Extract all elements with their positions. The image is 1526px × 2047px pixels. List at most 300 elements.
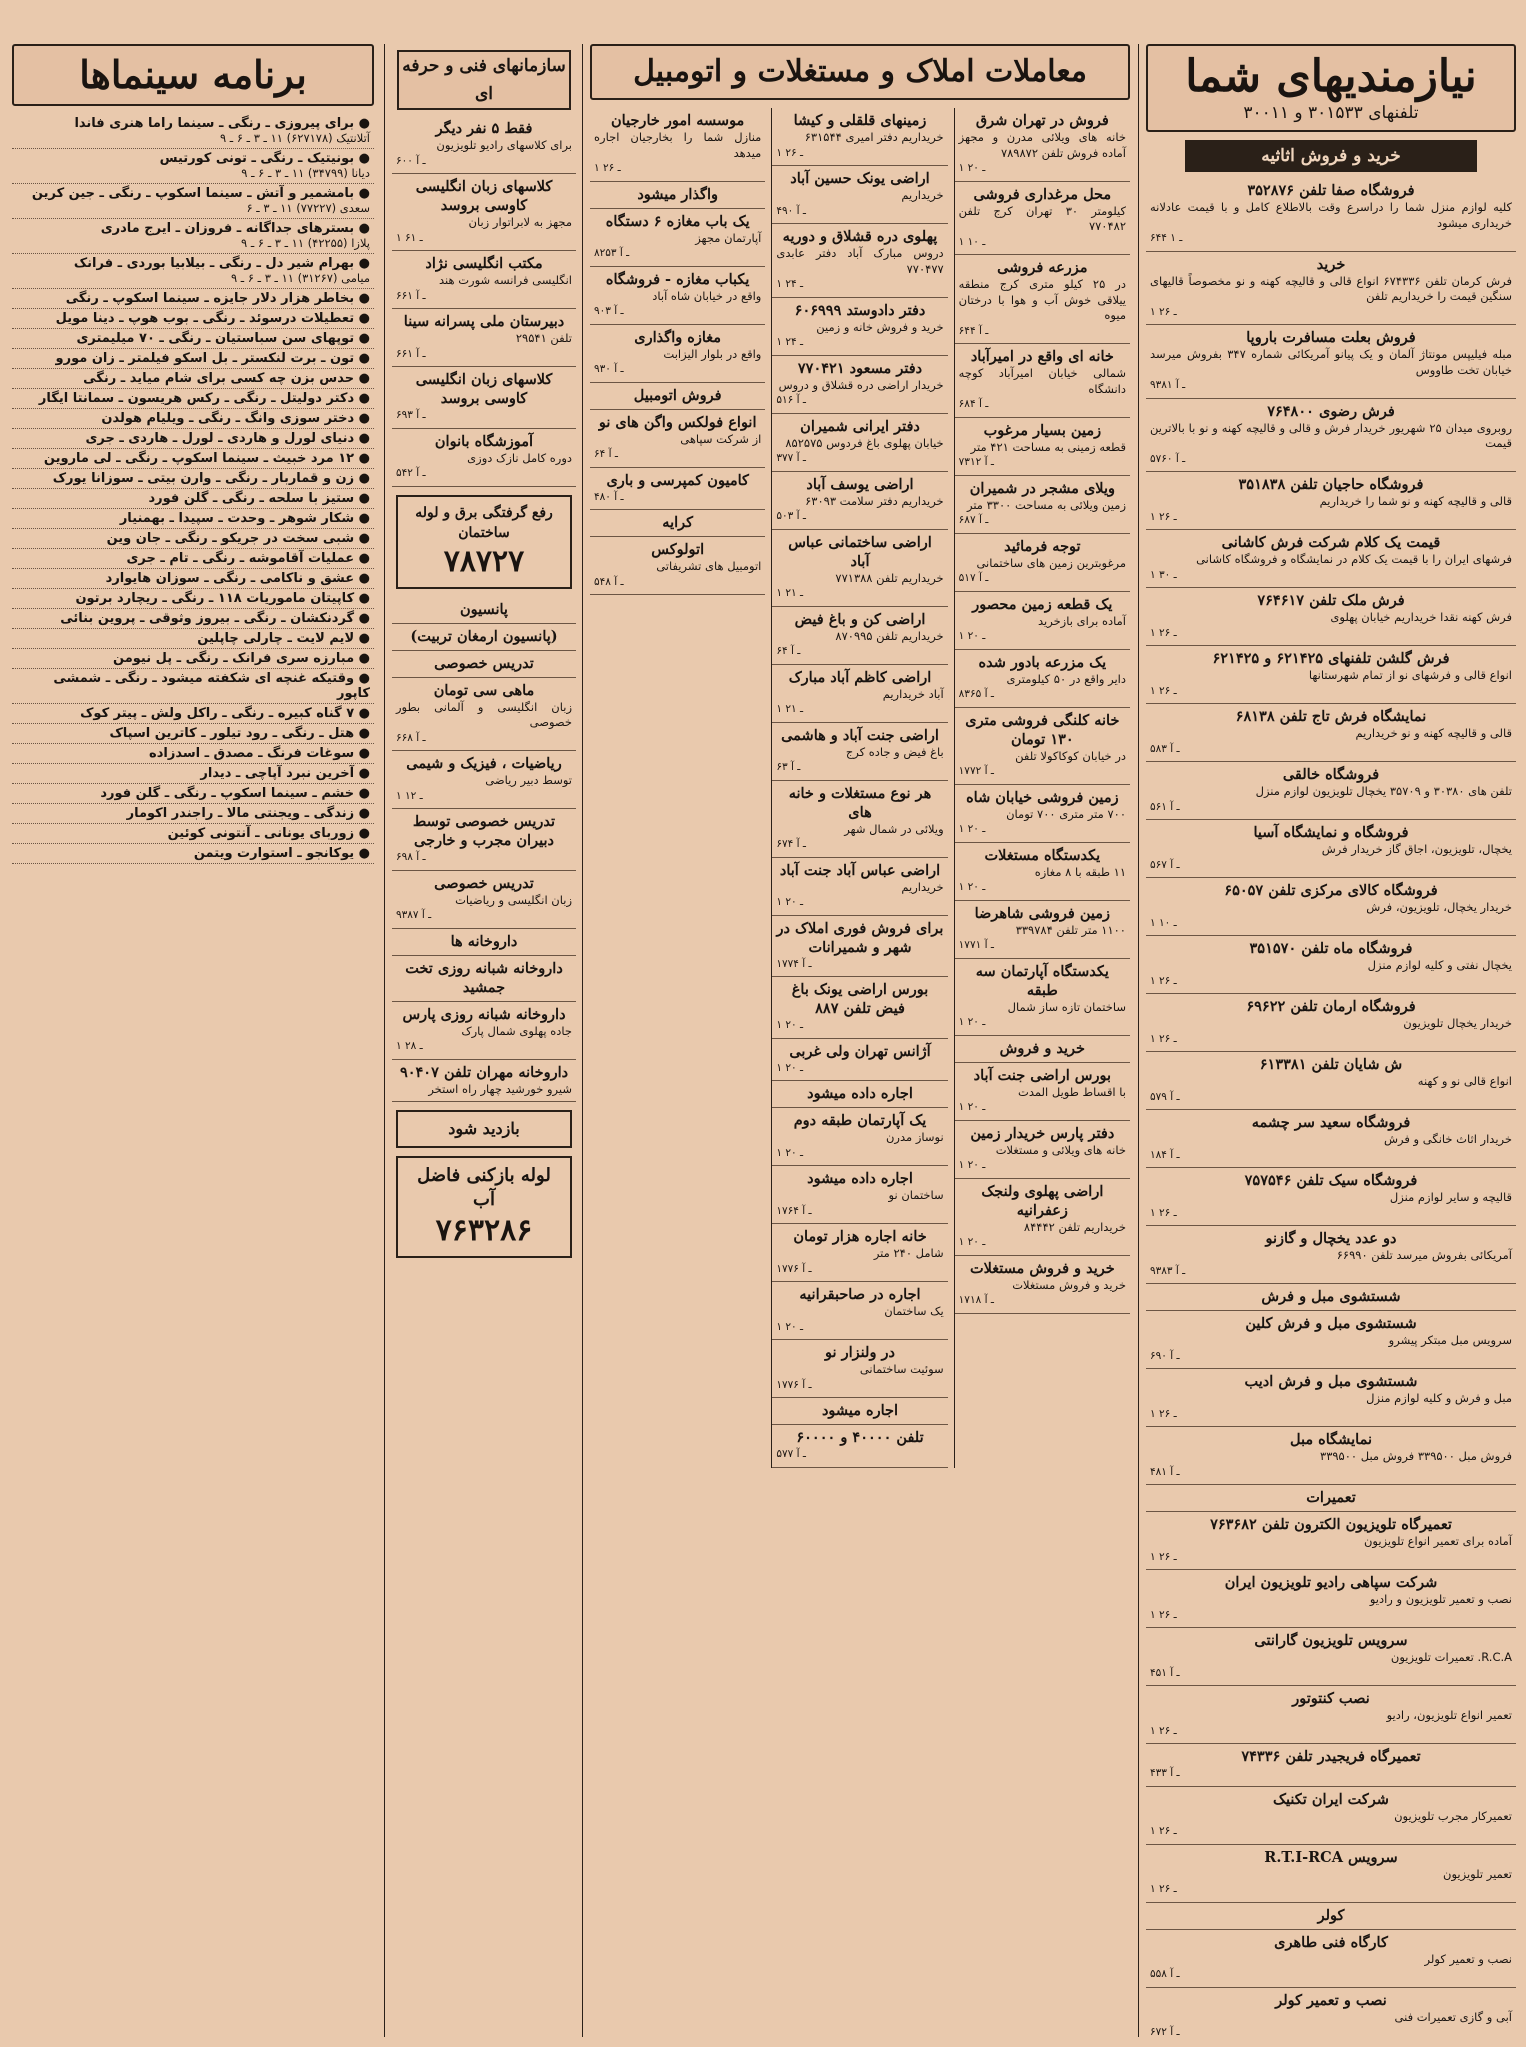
classified-ad	[955, 418, 1130, 476]
classified-ad	[772, 356, 947, 414]
ad-body: R.C.A. تعمیرات تلویزیون	[1390, 1650, 1512, 1664]
film-title: ● دکتر دولیتل ـ رنگی ـ رکس هریسون ـ سمانتا ایگار	[38, 391, 370, 406]
ad-body: خریدار اثاث خانگی و فرش	[1384, 1132, 1512, 1146]
film-title: ● شکار شوهر ـ وحدت ـ سپیدا ـ بهمنیار	[119, 511, 370, 526]
ad-body: ساختمان تازه ساز شمال	[1007, 999, 1126, 1014]
ad-body: ۱۱ طبقه با ۸ مغازه	[1034, 864, 1126, 879]
ad-body: خریداریم تلفن ۷۷۱۳۸۸	[835, 570, 944, 585]
film-title: ● بهرام شیر دل ـ رنگی ـ بیلابیا بوردی ـ فرانک	[73, 256, 370, 271]
ad-title: موسسه امور خارجیان	[611, 112, 745, 129]
film-title: ● بخاطر هزار دلار جایزه ـ سینما اسکوپ ـ رنگی	[65, 291, 370, 306]
classified-ad	[772, 858, 947, 916]
ad-code: ۹۳۸۱ ـ آ	[1150, 379, 1186, 391]
ad-title: بورس اراضی جنت آباد	[973, 1066, 1112, 1084]
classified-ad	[772, 1081, 947, 1108]
film-title: ● تعطیلات درسوئد ـ رنگی ـ بوب هوپ ـ دینا مویل	[55, 311, 370, 326]
ad-title: مزرعه فروشی	[997, 259, 1088, 276]
ad-code: ۱۷۷۴ ـ آ	[776, 957, 812, 970]
ad-code: ۵۶۷ ـ آ	[1150, 858, 1180, 871]
ad-body: خرید و فروش مستغلات	[1012, 1277, 1126, 1292]
ad-body: تلفن ۲۹۵۴۱	[515, 331, 572, 345]
section-buy-sell-furniture: خرید و فروش اثاثیه	[1185, 140, 1478, 172]
ad-code: ۱ ـ ۲۸	[396, 1040, 423, 1052]
column-needs	[1146, 44, 1516, 2037]
ad-body: مرغوبترین زمین های ساختمانی	[976, 555, 1126, 570]
needs-phones: تلفنهای ۳۰۱۵۳۳ و ۳۰۰۱۱	[1243, 103, 1419, 123]
ad-body: قالی و قالیچه کهنه و نو خریداریم	[1355, 726, 1512, 740]
ad-body: تعمیرکار مجرب تلویزیون	[1394, 1808, 1512, 1823]
classified-ad	[1146, 1226, 1516, 1284]
ad-code: ۵۵۸ ـ آ	[1150, 1968, 1180, 1980]
ad-body: سوئیت ساختمانی	[859, 1362, 944, 1376]
ad-code: ۶۹۸ ـ آ	[396, 851, 426, 863]
ad-title: اجاره داده میشود	[807, 1170, 913, 1187]
ad-code: ۱ ـ ۱۲	[396, 789, 423, 802]
film-title: ● هتل ـ رنگی ـ رود تیلور ـ کاترین اسپاک	[109, 726, 370, 741]
ad-code: ۱ ـ ۲۶	[1150, 684, 1177, 697]
ad-body: نصب و تعمیر تلویزیون و رادیو	[1369, 1592, 1512, 1606]
column-cinema	[12, 44, 374, 2037]
ad-code: ۱ ـ ۲۰	[958, 881, 986, 893]
classified-ad	[392, 367, 576, 429]
ad-body: انواع قالی نو و کهنه	[1417, 1074, 1512, 1088]
classified-ad	[392, 597, 576, 624]
film-title: ● زن و قماربار ـ رنگی ـ وارن بیتی ـ سوزانا یورک	[52, 471, 370, 486]
cinema-listing	[12, 389, 374, 409]
ad-title: کلاسهای زبان انگلیسی کاوسی بروسد	[415, 371, 553, 407]
cinema-listing	[12, 369, 374, 389]
ad-code: ۶۴ ـ آ	[776, 645, 801, 657]
ad-title: خانه اجاره هزار تومان	[793, 1228, 927, 1245]
ad-code: ۹۰۳ ـ آ	[594, 305, 624, 317]
ad-title: کارگاه فنی طاهری	[1274, 1933, 1388, 1951]
ad-body: مبله فیلیپس مونتاژ آلمان و یک پیانو آمریکائی شماره ۳۴۷ بفروش میرسد خیابان تخت طاووس	[1150, 347, 1513, 377]
cinema-listing	[12, 349, 374, 369]
ad-body: خریداریم تلفن ۸۷۰۹۹۵	[835, 628, 944, 643]
ad-body: خریداریم	[901, 879, 944, 894]
cinema-listing	[12, 724, 374, 744]
ad-code: ۵۷۷ ـ آ	[776, 1448, 806, 1460]
needs-title: نیازمندیهای شما	[1185, 51, 1477, 102]
classified-ad	[955, 959, 1130, 1036]
ad-body: دوره کامل نازک دوزی	[467, 450, 572, 465]
ad-code: ۱ ـ ۲۶	[776, 146, 804, 159]
ad-code: ۱ ـ ۱۰	[1150, 916, 1177, 929]
real-estate-col-c	[590, 108, 765, 1468]
ad-code: ۱ ـ ۲۶	[1150, 510, 1177, 523]
ad-code: ۶۹۳ ـ آ	[396, 409, 426, 421]
ad-body: زمین ویلائی به مساحت ۳۳۰۰ متر	[966, 497, 1126, 512]
ad-title: فروشگاه سیک تلفن ۷۵۷۵۴۶	[1244, 1172, 1418, 1189]
ad-code: ۵۴۸ ـ آ	[594, 575, 624, 588]
ad-code: ۶۴ ـ آ	[594, 448, 618, 460]
ad-code: ۱ ـ ۲۶	[1150, 1206, 1177, 1219]
classified-ad	[1146, 704, 1516, 762]
film-title: ● مبارزه سری فرانک ـ رنگی ـ پل نیومن	[113, 651, 370, 666]
classified-ad	[1146, 1485, 1516, 1512]
ad-body: دروس مبارک آباد دفتر عابدی ۷۷۰۴۷۷	[776, 246, 944, 276]
cinema-listing	[12, 489, 374, 509]
classified-ad	[955, 843, 1130, 901]
ad-body: روبروی میدان ۲۵ شهریور خریدار فرش و قالی و قالیچه کهنه و نو با بالاترین قیمت	[1150, 420, 1513, 450]
classified-ad	[1146, 178, 1516, 252]
ad-code: ۱ ـ ۲۰	[776, 1019, 804, 1031]
classified-ad	[955, 592, 1130, 650]
classified-ad	[1146, 646, 1516, 704]
ad-body: باغ فیض و جاده کرج	[845, 744, 944, 759]
ad-body: جاده پهلوی شمال پارک	[461, 1023, 572, 1038]
ad-code: ۱ ـ ۲۶	[1150, 1407, 1177, 1420]
classified-ad	[392, 1060, 576, 1103]
ad-title: یکباب مغازه - فروشگاه	[605, 270, 750, 288]
ad-title: پانسیون	[460, 600, 508, 618]
cinema-listing	[12, 704, 374, 724]
ad-title: فروشگاه ماه تلفن ۳۵۱۵۷۰	[1249, 940, 1413, 957]
ad-code: ۱۷۷۲ ـ آ	[958, 765, 994, 777]
ad-code: ۳۷۷ ـ آ	[776, 452, 806, 464]
ad-title: خرید و فروش	[999, 1039, 1085, 1057]
ad-title: نصب و تعمیر کولر	[1275, 1991, 1387, 2009]
ad-title: مغازه واگذاری	[634, 328, 722, 346]
cinema-listing	[12, 309, 374, 329]
ad-title: داروخانه شبانه روزی تخت جمشید	[405, 959, 563, 996]
cinema-listing	[12, 149, 374, 184]
ad-title: اراضی پهلوی ولنجک زعفرانیه	[981, 1182, 1104, 1219]
ad-title: یکدستگاه مستغلات	[984, 846, 1101, 864]
classified-ad	[1146, 588, 1516, 646]
classified-ad	[772, 665, 947, 723]
ad-body: خریداریم دفتر امیری ۶۳۱۵۴۴	[804, 130, 944, 144]
showtimes: پلازا (۴۲۲۵۵) ۱۱ ـ ۳ ـ ۶ ـ ۹	[241, 236, 370, 250]
ad-code: ۶۶۸ ـ آ	[396, 731, 426, 744]
ad-code: ۱ ـ ۲۰	[958, 162, 986, 174]
education-ad-list	[392, 116, 576, 1148]
classified-ad	[955, 1063, 1130, 1121]
film-title: ● دختر سوزی وانگ ـ رنگی ـ ویلیام هولدن	[101, 411, 370, 426]
ad-code: ۱ ـ ۶۱	[396, 231, 423, 244]
column-real-estate	[590, 44, 1130, 2037]
classified-ad	[1146, 878, 1516, 936]
ad-body: خریداریم	[901, 188, 944, 202]
ad-title: دو عدد یخچال و گازنو	[1265, 1230, 1397, 1247]
ad-title: تعمیرات	[1306, 1489, 1356, 1506]
film-title: ● عشق و ناکامی ـ رنگی ـ سوزان هایوارد	[105, 571, 370, 586]
classified-ad	[392, 956, 576, 1002]
cinema-listing	[12, 629, 374, 649]
showtimes: آتلانتیک (۶۲۷۱۷۸) ۱۱ ـ ۳ ـ ۶ ـ ۹	[219, 131, 370, 145]
ad-title: فروش اتومبیل	[633, 386, 722, 404]
classified-ad	[392, 809, 576, 871]
film-title: ● عملیات آقاموشه ـ رنگی ـ تام ـ جری	[126, 551, 370, 566]
ad-body: قطعه زمینی به مساحت ۴۲۱ متر	[970, 439, 1126, 454]
film-title: ● تون ـ برت لنکستر ـ بل اسکو فیلمتر ـ زان مورو	[55, 351, 370, 366]
classified-ad	[772, 1282, 947, 1340]
cinema-listing	[12, 529, 374, 549]
classified-ad	[772, 414, 947, 472]
classified-ad	[1146, 472, 1516, 530]
ad-title: نصب کنتوتور	[1292, 1690, 1370, 1707]
ad-body: خیابان پهلوی باغ فردوس ۸۵۲۵۷۵	[785, 435, 944, 450]
ad-code: ۱ ـ ۲۶	[1150, 1825, 1177, 1837]
ad-title: اراضی یونک حسین آباد	[790, 170, 930, 187]
ad-title: تدریس خصوصی توسط دبیران مجرب و خارجی	[412, 813, 556, 849]
classified-ad	[590, 537, 765, 595]
ad-body: تعمیر تلویزیون	[1443, 1866, 1512, 1881]
cinema-list	[12, 114, 374, 864]
film-title: ● ستیز با سلحه ـ رنگی ـ گلن فورد	[148, 491, 370, 506]
ad-title: فروشگاه کالای مرکزی تلفن ۶۵۰۵۷	[1224, 882, 1438, 899]
cinema-listing	[12, 824, 374, 844]
column-divider	[384, 44, 385, 2037]
ad-code: ۶۴۴ ـ ۱	[1150, 232, 1183, 244]
classified-ad	[772, 723, 947, 781]
ad-code: ۶۹۰ ـ آ	[1150, 1349, 1180, 1362]
ad-body: زبان انگلیسی و ریاضیات	[455, 892, 572, 907]
ad-title: دفتر پارس خریدار زمین	[970, 1124, 1115, 1142]
ad-code: ۸۲۵۳ ـ آ	[594, 247, 630, 259]
ad-body: نوساز مدرن	[885, 1130, 944, 1144]
ad-code: ۱ ـ ۱۰	[958, 235, 986, 248]
ad-code: ۱ ـ ۲۶	[594, 162, 621, 174]
ad-title: دفتر دادوستد ۶۰۶۹۹۹	[794, 301, 926, 319]
cinema-listing	[12, 844, 374, 864]
needs-ad-list	[1146, 178, 1516, 2037]
ad-code: ۱ ـ ۲۴	[776, 278, 804, 290]
ad-body: مجهز به لابراتوار زبان	[468, 215, 572, 229]
classified-ad	[772, 1224, 947, 1282]
ad-title: کولر	[1317, 1906, 1345, 1924]
ad-title: داروخانه شبانه روزی پارس	[402, 1005, 566, 1023]
ad-title: اراضی کن و باغ فیض	[794, 610, 926, 628]
ad-title: دفتر مسعود ۷۷۰۴۲۱	[797, 359, 923, 377]
drain-ad-box	[396, 1156, 572, 1258]
classified-ad	[392, 624, 576, 651]
ad-title: اتولوکس	[651, 541, 705, 558]
ad-title: زمینهای قلقلی و کیشا	[793, 112, 927, 129]
classified-ad	[1146, 1512, 1516, 1570]
classified-ad	[772, 1340, 947, 1398]
ad-body: با اقساط طویل المدت	[1018, 1084, 1126, 1099]
classified-ad	[392, 174, 576, 251]
ad-code: ۱۸۴ ـ آ	[1150, 1148, 1180, 1161]
ad-code: ۹۳۸۳ ـ آ	[1150, 1264, 1186, 1277]
ad-code: ۹۳۸۷ ـ آ	[396, 909, 432, 921]
classified-ad	[1146, 994, 1516, 1052]
ad-title: توجه فرمائید	[1004, 537, 1081, 555]
ad-code: ۱ ـ ۲۶	[1150, 1608, 1177, 1621]
ad-title: اراضی یوسف آباد	[806, 475, 914, 493]
ad-code: ۵۸۳ ـ آ	[1150, 742, 1180, 755]
ad-body: در ۲۵ کیلو متری کرج منطقه ییلاقی خوش آب و هوا با درختان میوه	[958, 277, 1126, 322]
ad-title: زمین فروشی شاهرضا	[974, 904, 1111, 922]
ad-body: خریدار یخچال، تلویزیون، فرش	[1366, 900, 1512, 914]
ad-body: سرویس مبل مبتکر پیشرو	[1388, 1333, 1512, 1347]
classified-ad	[392, 429, 576, 487]
ad-code: ۱۷۱۸ ـ آ	[958, 1294, 994, 1306]
classified-ad	[392, 251, 576, 309]
classified-ad	[955, 255, 1130, 344]
ad-title: داروخانه مهران تلفن ۹۰۴۰۷	[399, 1063, 569, 1081]
ad-title: شستشوی مبل و فرش کلین	[1245, 1315, 1417, 1332]
ad-code: ۷۳۱۲ ـ آ	[958, 456, 994, 468]
ad-code: ۱ ـ ۲۰	[776, 1320, 804, 1333]
film-title: ● توپهای سن سباستیان ـ رنگی ـ ۷۰ میلیمتری	[76, 331, 370, 346]
ad-code: ۱۷۶۴ ـ آ	[776, 1204, 812, 1217]
classified-ad	[1146, 1168, 1516, 1226]
cinema-listing	[12, 609, 374, 629]
classified-ad	[1146, 936, 1516, 994]
ad-body: انگلیسی فرانسه شورت هند	[438, 273, 572, 287]
classified-ad	[1146, 252, 1516, 326]
ad-body: خریدار اراضی دره قشلاق و دروس	[778, 377, 944, 392]
ad-code: ۵۱۷ ـ آ	[958, 572, 989, 584]
ad-title: فروش در تهران شرق	[975, 112, 1109, 129]
ad-title: شرکت سپاهی رادیو تلویزیون ایران	[1224, 1574, 1438, 1591]
ad-title: تلفن ۴۰۰۰۰ و ۶۰۰۰۰	[796, 1429, 924, 1446]
ad-code: ۱ ـ ۲۰	[958, 823, 986, 835]
ad-body: شامل ۲۴۰ متر	[873, 1246, 944, 1260]
ad-body: اتومبیل های تشریفاتی	[656, 559, 762, 573]
film-title: ● دنیای لورل و هاردی ـ لورل ـ هاردی ـ جری	[85, 431, 370, 446]
ad-code: ۱۷۷۶ ـ آ	[776, 1378, 812, 1391]
ad-title: سرویس R.T.I-RCA	[1264, 1848, 1398, 1866]
classified-ad	[1146, 1686, 1516, 1744]
classified-ad	[590, 108, 765, 182]
classified-ad	[772, 781, 947, 858]
ad-title: فقط ۵ نفر دیگر	[435, 120, 533, 137]
film-title: ● شبی سخت در جریکو ـ رنگی ـ جان وین	[106, 531, 370, 546]
ad-code: ۱ ـ ۲۶	[1150, 1883, 1177, 1895]
ad-body: آماده برای بازخرید	[1037, 613, 1126, 628]
cinema-listing	[12, 219, 374, 254]
ad-body: منازل شما را بخارجیان اجاره میدهد	[594, 130, 762, 160]
ad-body: برای کلاسهای رادیو تلویزیون	[436, 138, 572, 152]
ad-code: ۱ ـ ۲۱	[776, 587, 804, 599]
ad-code: ۵۷۹ ـ آ	[1150, 1090, 1180, 1103]
film-title: ● لایم لایت ـ چارلی چاپلین	[197, 631, 370, 646]
drain-ad-phone: ۷۶۳۲۸۶	[435, 1213, 533, 1248]
ad-title: تعمیرگاه فریجیدر تلفن ۷۴۳۳۶	[1241, 1748, 1421, 1765]
ad-code: ۱ ـ ۲۰	[958, 1236, 986, 1248]
classified-ad	[1146, 1903, 1516, 1930]
classified-ad	[772, 1425, 947, 1468]
ad-body: ویلائی در شمال شهر	[844, 821, 944, 836]
ad-title: شرکت ایران تکنیک	[1273, 1790, 1389, 1808]
ad-title: محل مرغداری فروشی	[973, 185, 1112, 203]
ad-body: فرش کهنه نقدا خریداریم خیابان پهلوی	[1330, 610, 1512, 624]
ad-body: زبان انگلیسی و آلمانی بطور خصوصی	[396, 699, 572, 729]
ad-body: آبی و گازی تعمیرات فنی	[1394, 2009, 1512, 2024]
ad-title: در ولنزار نو	[825, 1344, 895, 1361]
ad-body: انواع قالی و فرشهای نو از تمام شهرستانها	[1308, 668, 1512, 682]
classified-ad	[590, 325, 765, 383]
ad-title: فروشگاه و نمایشگاه آسیا	[1253, 824, 1409, 841]
ad-title: فروشگاه خالقی	[1282, 766, 1380, 783]
classified-ad	[590, 468, 765, 511]
ad-body: یخچال نفتی و کلیه لوازم منزل	[1367, 958, 1512, 972]
classified-ad	[1146, 820, 1516, 878]
ad-title: تدریس خصوصی	[434, 654, 534, 672]
classified-ad	[1146, 1787, 1516, 1845]
classified-ad	[1146, 1930, 1516, 1988]
ad-title: فرش رضوی ۷۶۴۸۰۰	[1267, 402, 1395, 420]
classified-ad	[772, 1039, 947, 1082]
ad-body: ساختمان نو	[888, 1188, 944, 1202]
classified-ad	[392, 309, 576, 367]
film-title: ● ۱۲ مرد خبیث ـ سینما اسکوپ ـ رنگی ـ لی ماروین	[43, 451, 370, 466]
ad-body: مبل و فرش و کلیه لوازم منزل	[1366, 1391, 1512, 1405]
ad-code: ۱ ـ ۲۰	[958, 1016, 986, 1028]
classified-ad	[955, 708, 1130, 785]
classified-ad	[1146, 1988, 1516, 2038]
ad-body: خرید و فروش خانه و زمین	[816, 319, 944, 334]
ad-title: اجاره داده میشود	[807, 1085, 913, 1102]
ad-title: ویلای مشجر در شمیران	[969, 479, 1115, 497]
ad-title: تدریس خصوصی	[434, 874, 534, 892]
ad-body: خانه های ویلائی و مستغلات	[995, 1142, 1126, 1157]
ad-title: زمین بسیار مرغوب	[983, 421, 1102, 439]
film-title: ● حدس بزن چه کسی برای شام میاید ـ رنگی	[83, 371, 370, 386]
ad-title: اراضی کاظم آباد مبارک	[788, 668, 932, 686]
classified-ad	[1146, 1284, 1516, 1311]
classified-ad	[1146, 1744, 1516, 1787]
ad-title: فروشگاه حاجیان تلفن ۳۵۱۸۳۸	[1238, 476, 1424, 493]
classified-ad	[392, 1002, 576, 1060]
classified-ad	[1146, 1845, 1516, 1903]
cinema-listing	[12, 254, 374, 289]
plumbing-ad-title: رفع گرفتگی برق و لوله ساختمان	[415, 504, 553, 541]
ad-code: ۵۴۲ ـ آ	[396, 467, 426, 479]
ad-code: ۶۶۱ ـ آ	[396, 289, 426, 302]
ad-title: فروشگاه ارمان تلفن ۶۹۶۲۲	[1246, 998, 1416, 1015]
cinema-listing	[12, 114, 374, 149]
classified-ad	[772, 977, 947, 1039]
ad-title: یکدستگاه آپارتمان سه طبقه	[975, 962, 1109, 999]
ad-code: ۴۸۰ ـ آ	[594, 490, 624, 503]
column-divider	[582, 44, 583, 2037]
ad-body: خریدار یخچال تلویزیون	[1403, 1016, 1512, 1030]
ad-title: قیمت یک کلام شرکت فرش کاشانی	[1221, 534, 1441, 551]
classified-ad	[772, 1166, 947, 1224]
ad-code: ۶۷۴ ـ آ	[776, 838, 806, 850]
ad-title: فروشگاه صفا تلفن ۳۵۲۸۷۶	[1247, 182, 1415, 199]
classified-ad	[955, 182, 1130, 256]
cinema-listing	[12, 409, 374, 429]
cinema-header	[12, 44, 374, 106]
ad-code: ۵۰۳ ـ آ	[776, 510, 806, 522]
ad-title: نمایشگاه فرش تاج تلفن ۶۸۱۳۸	[1235, 708, 1427, 725]
ad-title: یک مزرعه بادور شده	[978, 653, 1107, 671]
ad-code: ۱ ـ ۲۱	[776, 703, 804, 715]
cinema-listing	[12, 784, 374, 804]
ad-body: فرشهای ایران را با قیمت یک کلام در نمایشگاه و فروشگاه کاشانی	[1196, 552, 1512, 566]
film-title: ● آخرین نبرد آپاچی ـ دیدار	[200, 766, 370, 781]
ad-body: از شرکت سپاهی	[680, 431, 762, 446]
cinema-title: برنامه سینماها	[79, 52, 307, 97]
column-divider	[1138, 44, 1139, 2037]
ad-code: ۴۸۱ ـ آ	[1150, 1465, 1180, 1478]
showtimes: سعدی (۷۷۲۲۷) ۱۱ ـ ۳ ـ ۶	[246, 201, 370, 215]
ad-body: شیرو خورشید چهار راه استخر	[428, 1081, 572, 1096]
ad-body: واقع در بلوار الیزابت	[663, 346, 762, 361]
real-estate-header	[590, 44, 1130, 100]
classified-ad	[1146, 325, 1516, 399]
ad-title: فروش بعلت مسافرت باروپا	[1246, 329, 1416, 346]
cinema-listing	[12, 669, 374, 704]
ad-body: آمریکائی بفروش میرسد تلفن ۶۶۹۹۰	[1336, 1248, 1512, 1262]
classified-ad	[590, 410, 765, 468]
ad-title: شستشوی مبل و فرش	[1261, 1288, 1401, 1305]
